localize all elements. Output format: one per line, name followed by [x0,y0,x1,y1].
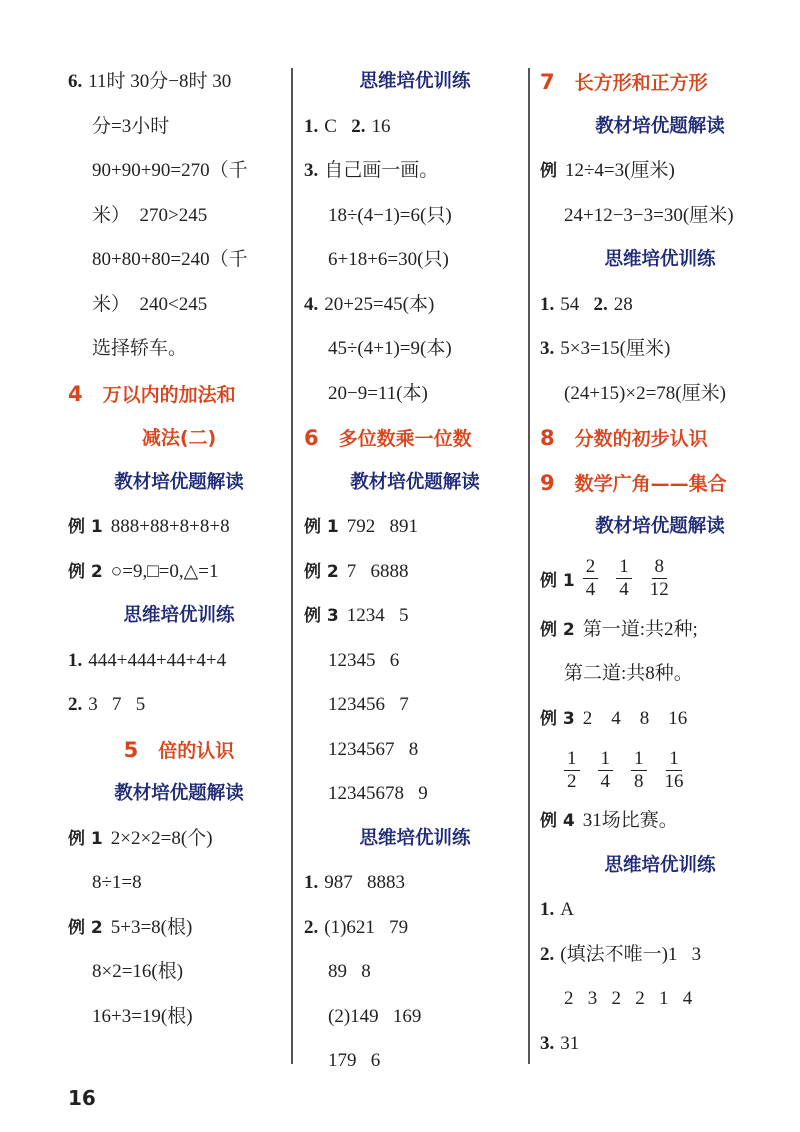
answer-text: (24+15)×2=78(厘米) [564,382,726,404]
question-number: 3. [540,338,555,359]
question-number: 2. [351,115,366,137]
answer-text: 16+3=19(根) [92,1005,193,1027]
section-title: 万以内的加法和 [102,383,236,406]
question-number: 3. [540,1032,555,1054]
answer-line [540,372,780,417]
answer-text: 31 [560,1032,580,1054]
column-divider [291,68,293,1064]
answer-line [68,149,290,194]
answer-line [68,505,290,550]
sub-heading: 教材培优题解读 [595,115,725,137]
answer-line [304,327,526,372]
answer-text: 1234567 8 [328,738,419,760]
section-heading [68,728,290,773]
answer-line [68,950,290,995]
example-label: 例 1 [68,828,103,849]
fraction [583,556,599,601]
fraction [598,748,614,793]
answer-text: 20−9=11(本) [328,382,428,404]
answer-text: 792 891 [346,516,418,537]
answer-text: 123456 7 [328,694,409,715]
answer-line [68,995,290,1040]
answer-text: 54 [560,293,594,315]
denominator: 2 [567,770,577,792]
example-label: 例 3 [540,708,575,729]
example-label: 例 2 [68,917,103,938]
answer-text: 2 4 8 16 [582,707,688,729]
sub-heading: 思维培优训练 [604,249,716,270]
answer-text: 米） 270>245 [92,204,208,226]
answer-text: ○=9,□=0,△=1 [110,560,219,582]
answer-line [68,906,290,951]
sub-heading: 思维培优训练 [359,827,471,849]
numerator: 1 [666,748,682,771]
section-title: 减法(二) [141,427,217,449]
answer-text: 11时 30分−8时 30 [88,71,232,92]
question-number: 1. [540,899,555,920]
answer-text: 第二道:共8种。 [564,663,693,684]
section-heading [540,416,780,461]
denominator: 4 [619,579,629,600]
answer-text: 18÷(4−1)=6(只) [328,204,452,226]
answer-line [304,995,526,1040]
sub-heading: 教材培优题解读 [595,516,725,537]
section-title: 倍的认识 [158,739,235,762]
answer-line [304,1039,526,1084]
answer-line [304,861,526,906]
answer-text: 888+88+8+8+8 [110,516,230,537]
example-label: 例 1 [304,517,339,537]
example-label: 例 2 [540,619,575,640]
answer-line [304,149,526,194]
sub-heading: 教材培优题解读 [114,783,244,804]
section-number: 7 [540,70,555,94]
sub-heading: 思维培优训练 [604,854,716,876]
denominator: 12 [649,579,669,600]
answer-text: 16 [371,115,391,137]
answer-line [540,799,780,844]
answer-text: 2×2×2=8(个) [110,827,213,849]
section-heading [68,416,290,461]
fraction [665,748,684,793]
answer-line [304,372,526,417]
answer-line [540,977,780,1022]
answer-line [68,238,290,283]
answer-text: 20+25=45(本) [324,293,435,315]
answer-line [540,888,780,933]
answer-text: 5×3=15(厘米) [560,338,671,359]
answer-text: (填法不唯一)1 3 [560,943,702,965]
answer-text: C [324,115,352,137]
answer-line [304,950,526,995]
answer-text: 24+12−3−3=30(厘米) [564,204,734,226]
answer-text: 45÷(4+1)=9(本) [328,338,452,359]
answer-line [68,861,290,906]
answer-line [304,283,526,328]
section-number: 4 [68,381,83,406]
answer-line [540,697,780,742]
question-number: 2. [593,293,608,315]
answer-line [68,194,290,239]
sub-heading: 教材培优题解读 [350,471,480,493]
answer-text: (1)621 79 [324,916,409,938]
answer-line [540,1022,780,1067]
numerator: 1 [631,748,647,771]
numerator: 1 [598,748,614,771]
section-number: 9 [540,470,555,495]
answer-text: 444+444+44+4+4 [88,649,227,671]
answer-line [304,105,526,150]
answer-text: A [560,899,574,920]
numerator: 2 [583,556,599,579]
question-number: 2. [304,916,319,938]
answer-line [304,550,526,595]
fraction-answer-line [540,550,780,608]
fraction [631,748,647,793]
answer-line [304,194,526,239]
answer-text: 90+90+90=270（千 [92,160,248,181]
section-number: 6 [304,426,319,450]
answer-line [304,505,526,550]
question-number: 6. [68,71,83,92]
section-heading [304,416,526,461]
answer-text: 31场比赛。 [582,810,678,831]
fraction [650,556,669,601]
answer-text: (2)149 169 [328,1005,422,1027]
answer-line [540,608,780,653]
section-number: 5 [123,737,139,762]
answer-line [68,60,290,105]
question-number: 4. [304,293,319,315]
denominator: 4 [600,770,610,792]
answer-line [540,283,780,328]
sub-heading: 思维培优训练 [359,71,471,92]
answer-line [68,283,290,328]
answer-text: 80+80+80=240（千 [92,249,248,270]
denominator: 16 [664,770,684,792]
example-label: 例 2 [304,561,339,582]
sub-heading: 教材培优题解读 [114,471,244,493]
question-number: 3. [304,160,319,181]
answer-line [304,594,526,639]
numerator: 1 [616,556,632,579]
example-label: 例 2 [68,561,103,582]
answer-line [304,639,526,684]
answer-line [540,327,780,372]
answer-text: 5+3=8(根) [110,916,193,938]
answer-line [304,906,526,951]
section-heading [540,60,780,105]
answer-text: 8×2=16(根) [92,961,184,982]
section-heading [68,372,290,417]
sub-heading: 思维培优训练 [123,605,235,626]
section-title: 多位数乘一位数 [338,428,472,450]
answer-column-2 [304,60,526,1084]
answer-text: 987 8883 [324,872,405,893]
question-number: 2. [540,943,555,965]
question-number: 1. [304,872,319,893]
question-number: 1. [68,649,83,671]
numerator: 1 [564,748,580,771]
fraction-answer-line [540,741,780,799]
answer-line [540,194,780,239]
column-divider [528,68,530,1064]
answer-text: 8÷1=8 [92,872,142,893]
question-number: 2. [68,694,83,715]
answer-line [68,639,290,684]
answer-line [68,550,290,595]
example-label: 例 1 [540,571,575,591]
answer-line [68,105,290,150]
section-number: 8 [540,426,555,450]
answer-line [68,327,290,372]
answer-line [540,652,780,697]
answer-text: 第一道:共2种; [582,618,698,640]
page-number: 16 [68,1086,96,1110]
section-heading [540,461,780,506]
answer-text: 2 3 2 2 1 4 [564,988,693,1009]
answer-text: 12345 6 [328,649,400,671]
denominator: 8 [634,770,644,792]
question-number: 1. [304,115,319,137]
answer-text: 179 6 [328,1050,381,1071]
answer-line [304,728,526,773]
answer-line [304,772,526,817]
fraction [564,748,580,793]
answer-text: 89 8 [328,961,371,982]
answer-text: 7 6888 [346,560,409,582]
example-label: 例 4 [540,811,575,831]
answer-text: 12345678 9 [328,783,428,804]
answer-text: 分=3小时 [92,115,170,137]
answer-line [540,149,780,194]
answer-text: 28 [613,293,633,315]
answer-text: 选择轿车。 [92,338,188,359]
answer-line [304,238,526,283]
answer-line [68,683,290,728]
example-label: 例 1 [68,517,103,537]
answer-text: 12÷4=3(厘米) [565,160,675,181]
section-title: 长方形和正方形 [574,72,708,94]
answer-text: 6+18+6=30(只) [328,249,449,270]
answer-text: 1234 5 [346,605,409,626]
answer-line [68,817,290,862]
answer-column-1 [68,60,290,1039]
answer-line [304,683,526,728]
denominator: 4 [585,579,596,600]
answer-line [540,933,780,978]
answer-text: 自己画一画。 [324,160,439,181]
numerator: 8 [652,556,668,579]
section-title: 数学广角——集合 [574,472,727,495]
section-title: 分数的初步认识 [574,428,708,450]
fraction [616,556,632,601]
question-number: 1. [540,293,555,315]
answer-text: 3 7 5 [88,694,146,715]
example-label: 例 [540,161,557,181]
example-label: 例 3 [304,606,339,626]
answer-column-3 [540,60,780,1066]
answer-text: 米） 240<245 [92,293,208,315]
